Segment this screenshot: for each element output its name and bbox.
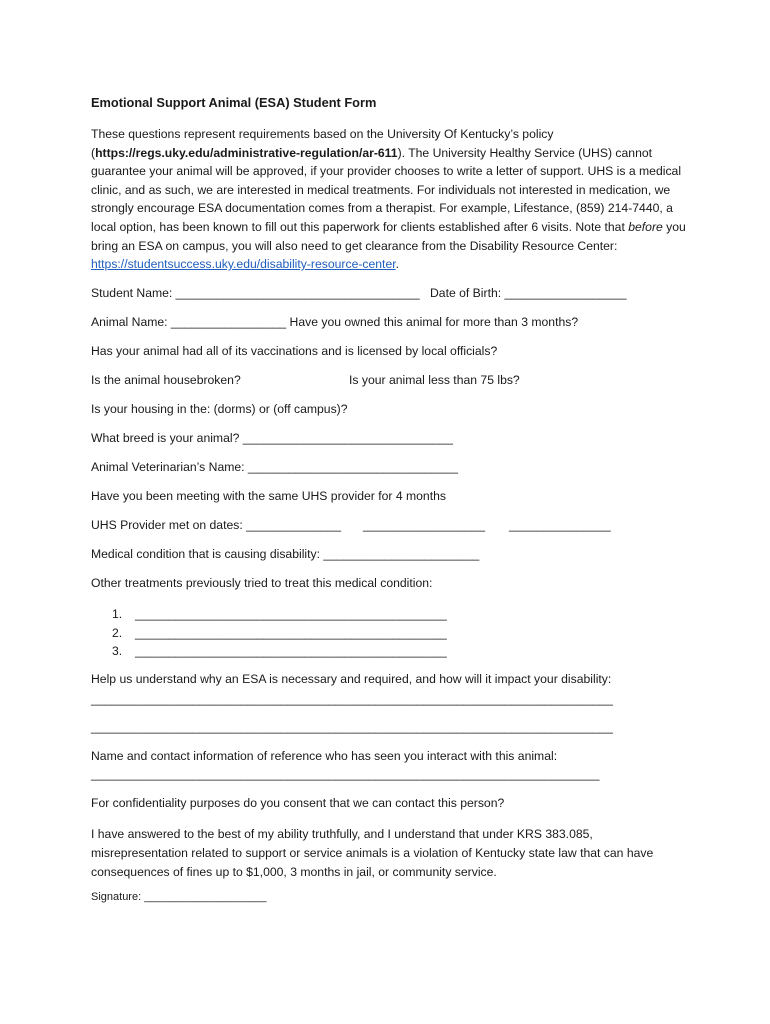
uhs-date-field-1[interactable]: UHS Provider met on dates: ______________ [91,518,342,532]
intro-text-1: These questions represent requirements based on the University Of Kentucky’s policy ( [91,127,554,160]
treatment-line[interactable]: ______________________________________________ [135,625,447,640]
uhs-date-field-3[interactable]: _______________ [509,518,611,532]
drc-link[interactable]: https://studentsuccess.uky.edu/disability-resource-center [91,257,396,272]
uhs-meeting-question: Have you been meeting with the same UHS provider for 4 months [91,489,446,503]
intro-text-3: you bring an ESA on campus, you will also need to get clearance from the Disability Resource Center: [91,219,686,253]
why-esa-question: Help us understand why an ESA is necessary and required, and how will it impact your disability: [91,672,612,686]
intro-text-4: . [395,257,399,272]
policy-url[interactable]: https://regs.uky.edu/administrative-regulation/ar-611 [95,145,398,160]
form-title: Emotional Support Animal (ESA) Student Form [91,95,377,110]
list-item[interactable] [112,605,447,624]
list-number: 3. [112,644,123,658]
reference-line[interactable]: ___________________________________________________________________________ [91,767,600,781]
treatment-line[interactable]: ______________________________________________ [135,607,447,621]
attestation-paragraph: I have answered to the best of my ability truthfully, and I understand that under KRS 383.085, misrepresentation related to support or service animals is a violation of Kentucky state law that can have consequences of fines up to $1,000, 3 months in jail, or community service. [91,827,654,879]
intro-paragraph [91,125,691,274]
list-item[interactable] [112,624,447,643]
treatments-question: Other treatments previously tried to treat this medical condition: [91,576,433,590]
uhs-date-field-2[interactable]: __________________ [363,518,486,532]
list-number: 1. [112,607,123,621]
dob-field[interactable]: Date of Birth: __________________ [430,286,627,300]
breed-field[interactable]: What breed is your animal? _______________________________ [91,431,453,445]
list-item[interactable] [112,642,447,661]
condition-field[interactable]: Medical condition that is causing disability: _______________________ [91,547,480,561]
intro-text-2: ). The University Healthy Service (UHS) cannot guarantee your animal will be approved, if your provider chooses to write a letter of support. UHS is a medical clinic, and as such, we are interested in medical treatments. For individuals not interested in medication, we strongly encourage ESA documentation comes from a therapist. For example, Lifestance, (859) 214-7440, a local option, has been known to fill out this paperwork for clients established after 6 visits. Note that [91,145,682,234]
animal-name-field[interactable]: Animal Name: _________________ Have you owned this animal for more than 3 months? [91,315,579,329]
vaccinations-question: Has your animal had all of its vaccinations and is licensed by local officials? [91,344,498,358]
housebroken-question: Is the animal housebroken? [91,373,241,387]
intro-emphasis: before [628,219,663,234]
weight-question: Is your animal less than 75 lbs? [349,373,520,387]
student-name-field[interactable]: Student Name: ____________________________________ [91,286,420,300]
signature-field[interactable]: Signature: ____________________ [91,891,267,903]
vet-name-field[interactable]: Animal Veterinarian’s Name: _______________________________ [91,460,459,474]
housing-question: Is your housing in the: (dorms) or (off campus)? [91,402,348,416]
why-esa-line-2[interactable]: _____________________________________________________________________________ [91,720,613,734]
list-number: 2. [112,625,123,640]
treatment-line[interactable]: ______________________________________________ [135,644,447,658]
reference-question: Name and contact information of reference who has seen you interact with this animal: [91,749,558,763]
treatments-list [112,605,447,661]
why-esa-line-1[interactable]: _____________________________________________________________________________ [91,692,613,706]
consent-question: For confidentiality purposes do you consent that we can contact this person? [91,796,505,810]
